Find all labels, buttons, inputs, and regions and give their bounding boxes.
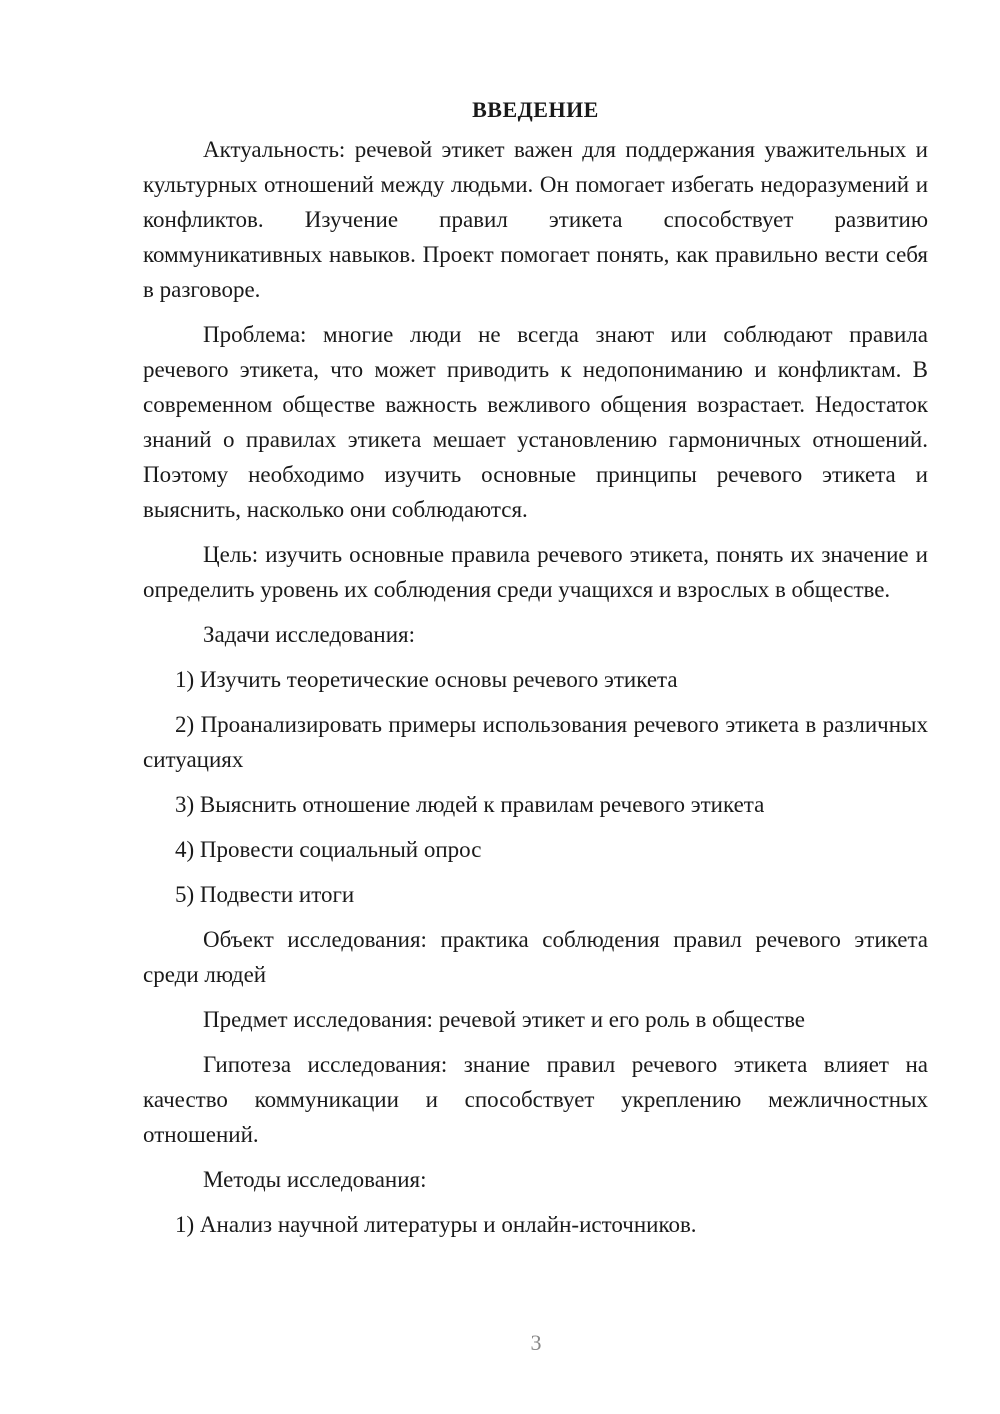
paragraph-goal: Цель: изучить основные правила речевого этикета, понять их значение и определить уровень их соблюдения среди учащихся и взрослых в обществе. — [143, 542, 928, 602]
task-item-5: 5) Подвести итоги — [175, 882, 355, 907]
paragraph-hypothesis: Гипотеза исследования: знание правил речевого этикета влияет на качество коммуникации и способствует укреплению межличностных отношений. — [143, 1052, 928, 1147]
paragraph-object: Объект исследования: практика соблюдения правил речевого этикета среди людей — [143, 927, 928, 987]
paragraph-problem: Проблема: многие люди не всегда знают или соблюдают правила речевого этикета, что может приводить к недопониманию и конфликтам. В современном обществе важность вежливого общения возрастает. Недостаток знаний о правилах этикета мешает установлению гармоничных отношений. Поэтому необходимо изучить основные принципы речевого этикета и выяснить, насколько они соблюдаются. — [143, 322, 928, 522]
task-item-4: 4) Провести социальный опрос — [175, 837, 482, 862]
task-item-3: 3) Выяснить отношение людей к правилам речевого этикета — [175, 792, 765, 817]
task-item-2: 2) Проанализировать примеры использования речевого этикета в различных ситуациях — [143, 712, 928, 772]
paragraph-subject: Предмет исследования: речевой этикет и его роль в обществе — [203, 1007, 805, 1032]
task-item-1: 1) Изучить теоретические основы речевого этикета — [175, 667, 678, 692]
document-body — [143, 92, 928, 1252]
tasks-heading: Задачи исследования: — [203, 622, 416, 647]
section-title: ВВЕДЕНИЕ — [472, 97, 599, 122]
method-item-1: 1) Анализ научной литературы и онлайн-источников. — [175, 1212, 697, 1237]
methods-heading: Методы исследования: — [203, 1167, 427, 1192]
paragraph-relevance: Актуальность: речевой этикет важен для поддержания уважительных и культурных отношений между людьми. Он помогает избегать недоразумений и конфликтов. Изучение правил этикета способствует развитию коммуникативных навыков. Проект помогает понять, как правильно вести себя в разговоре. — [143, 137, 928, 302]
page-number: 3 — [530, 1330, 542, 1355]
